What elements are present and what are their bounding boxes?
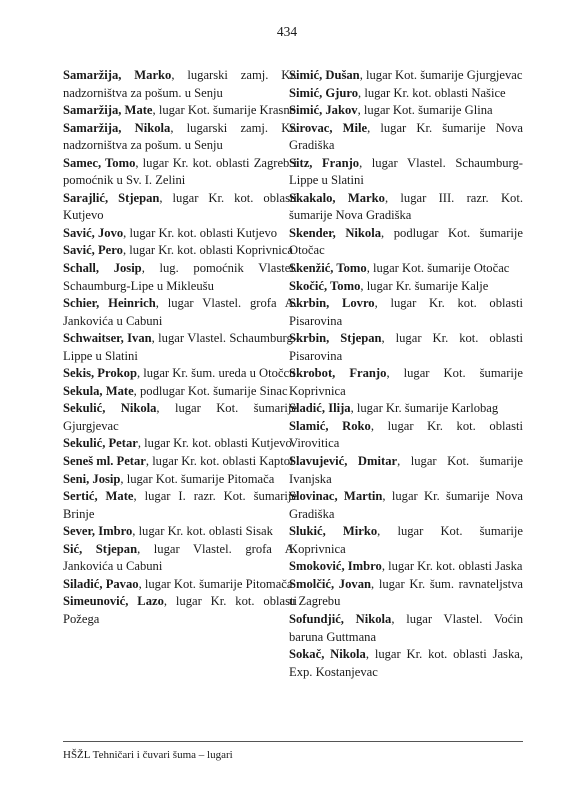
- entry-name: Sirovac, Mile: [289, 120, 368, 135]
- list-item: [289, 611, 523, 646]
- entry-text: , lugar Kr. kot. oblasti Našice: [358, 85, 506, 100]
- footer-text: HŠŽL Tehničari i čuvari šuma – lugari: [63, 749, 233, 761]
- entry-name: Seneš ml. Petar: [63, 454, 146, 469]
- list-item: [63, 400, 297, 435]
- list-item: [289, 155, 523, 190]
- list-item: [63, 120, 297, 155]
- entry-text: , lugar Kr. kot. oblasti Pisarovina: [289, 296, 523, 328]
- right-column: [289, 67, 523, 681]
- list-item: [63, 365, 297, 383]
- list-item: [63, 576, 297, 594]
- entry-text: , lugar I. razr. Kot. šumarije Brinje: [63, 489, 297, 521]
- list-item: [63, 242, 297, 260]
- list-item: [63, 295, 297, 330]
- entry-text: , lugar Kr. kot. oblasti Požega: [63, 594, 297, 626]
- entry-name: Savić, Pero: [63, 243, 123, 258]
- list-item: [63, 471, 297, 489]
- entry-text: , lugarski zamj. Kr. nadzorništva za pošum. u Senju: [63, 120, 298, 153]
- entry-name: Sokač, Nikola: [289, 647, 366, 662]
- list-item: [289, 85, 523, 103]
- entry-text: , lugar Kot. šumarije Pitomača: [120, 471, 275, 486]
- entry-text: , lugar Vlastel. Schaumburg-Lippe u Slatini: [289, 155, 523, 188]
- entry-name: Simić, Gjuro: [289, 85, 359, 100]
- entry-text: , lugar Kot. šumarije Koprivnica: [289, 366, 523, 398]
- entry-name: Smoković, Imbro: [289, 559, 382, 574]
- entry-name: Savić, Jovo: [63, 225, 124, 240]
- entry-text: , lugar Vlastel. Voćin baruna Guttmana: [289, 611, 523, 644]
- entry-name: Slamić, Roko: [289, 418, 371, 433]
- entry-name: Sofundjić, Nikola: [289, 611, 392, 626]
- list-item: [63, 593, 297, 628]
- entry-text: , lugar Kr. kot. oblasti Jaska: [381, 559, 523, 574]
- entry-name: Slukić, Mirko: [289, 524, 378, 539]
- entry-text: , lugar Kot. šumarije Krasno: [152, 103, 296, 118]
- entry-text: , lugar Vlastel. grofa A. Jankovića u Cabuni: [63, 541, 297, 574]
- list-item: [289, 576, 523, 611]
- list-item: [63, 330, 297, 365]
- entry-name: Schall, Josip: [63, 261, 142, 276]
- entry-text: , lugar Kr. kot. oblasti Sisak: [132, 524, 273, 539]
- list-item: [63, 225, 297, 243]
- list-item: [289, 190, 523, 225]
- entry-text: , lugar Kr. kot. oblasti Kaptol: [145, 454, 294, 469]
- entry-name: Skrbin, Lovro: [289, 296, 375, 311]
- entry-name: Sarajlić, Stjepan: [63, 190, 160, 205]
- entry-text: , lugar Kot. šumarije Gjurgjevac: [359, 68, 523, 82]
- entry-text: , lugar Kr. kot. oblasti Zagreb i pomoćnik u Sv. I. Zelini: [63, 155, 297, 188]
- entry-name: Slovinac, Martin: [289, 489, 383, 504]
- entry-text: , lugar Kot. šumarije Koprivnica: [289, 524, 523, 556]
- list-item: [63, 523, 297, 541]
- entry-text: , lugar Kr. kot. oblasti Kutjevo: [123, 225, 278, 240]
- entry-name: Sić, Stjepan: [63, 541, 138, 556]
- entry-text: , lugar Kot. šumarije Otočac: [366, 261, 510, 276]
- entry-name: Skrbin, Stjepan: [289, 331, 382, 346]
- entry-text: , lugar Kr. šumarije Karlobag: [350, 401, 499, 416]
- entry-name: Simić, Dušan: [289, 68, 360, 82]
- entry-text: , lugar Kr. šumarije Kalje: [360, 278, 489, 293]
- list-item: [63, 383, 297, 401]
- entry-name: Simeunović, Lazo: [63, 594, 164, 609]
- entry-text: , lugar Vlastel. grofa A. Jankovića u Cabuni: [63, 296, 297, 328]
- entry-name: Smolčić, Jovan: [289, 576, 371, 591]
- entry-name: Samaržija, Marko: [63, 68, 172, 82]
- left-column: [63, 67, 297, 629]
- entry-text: , lugar Kr. šumarije Nova Gradiška: [289, 120, 523, 153]
- entry-text: , lugar Kr. kot. oblasti Koprivnica: [122, 243, 293, 258]
- entry-name: Sekulić, Petar: [63, 436, 138, 451]
- entry-name: Siladić, Pavao: [63, 576, 139, 591]
- entry-text: , lugar Kr. šum. ureda u Otočcu: [136, 366, 296, 381]
- entry-name: Skender, Nikola: [289, 225, 382, 240]
- entry-text: , lugarski zamj. Kr. nadzorništva za pošum. u Senju: [63, 68, 297, 100]
- list-item: [289, 400, 523, 418]
- entry-name: Sever, Imbro: [63, 524, 133, 539]
- list-item: [289, 365, 523, 400]
- list-item: [289, 523, 523, 558]
- footer-divider: [63, 741, 523, 742]
- entry-text: , lugar Kr. šumarije Nova Gradiška: [289, 489, 523, 521]
- entry-name: Sladić, Ilija: [289, 401, 351, 416]
- entry-text: , lugar Kot. šumarije Glina: [357, 103, 493, 118]
- entry-name: Schier, Heinrich: [63, 296, 156, 311]
- list-item: [289, 102, 523, 120]
- entry-text: , lugar III. razr. Kot. šumarije Nova Gradiška: [289, 190, 523, 223]
- list-item: [63, 67, 297, 102]
- entry-name: Schwaitser, Ivan: [63, 331, 152, 346]
- entry-text: , lugar Kr. kot. oblasti Jaska, Exp. Kostanjevac: [289, 647, 523, 679]
- page-number: 434: [276, 24, 298, 39]
- list-item: [289, 67, 523, 85]
- list-item: [63, 155, 297, 190]
- entry-text: , lugar Kr. kot. oblasti Virovitica: [289, 418, 523, 451]
- list-item: [289, 278, 523, 296]
- entry-name: Skočić, Tomo: [289, 278, 361, 293]
- list-item: [63, 260, 297, 295]
- entry-name: Sitz, Franjo: [289, 155, 360, 170]
- entry-name: Simić, Jakov: [289, 103, 358, 118]
- list-item: [289, 295, 523, 330]
- entry-name: Sekula, Mate: [63, 383, 134, 398]
- entry-name: Skrobot, Franjo: [289, 366, 387, 381]
- entry-name: Samaržija, Nikola: [63, 120, 171, 135]
- list-item: [289, 488, 523, 523]
- list-item: [63, 541, 297, 576]
- list-item: [289, 453, 523, 488]
- entry-name: Skenžić, Tomo: [289, 261, 367, 276]
- list-item: [289, 646, 523, 681]
- entry-text: , lugar Kot. šumarije Ivanjska: [289, 454, 524, 486]
- entry-name: Sekulić, Nikola: [63, 401, 157, 416]
- list-item: [289, 330, 523, 365]
- list-item: [63, 453, 297, 471]
- entry-name: Skakalo, Marko: [289, 190, 385, 205]
- entry-name: Slavujević, Dmitar: [289, 454, 398, 469]
- entry-text: , lugar Kr. kot. oblasti Kutjevo: [63, 190, 297, 223]
- entry-name: Sertić, Mate: [63, 489, 134, 504]
- entry-name: Sekis, Prokop: [63, 366, 137, 381]
- list-item: [63, 190, 297, 225]
- list-item: [289, 418, 523, 453]
- entry-text: , lugar Kr. kot. oblasti Kutjevo: [137, 436, 292, 451]
- entry-text: , lugar Kr. kot. oblasti Pisarovina: [289, 331, 523, 363]
- list-item: [63, 435, 297, 453]
- entry-text: , podlugar Kot. šumarije Otočac: [289, 225, 524, 258]
- list-item: [289, 558, 523, 576]
- entry-name: Seni, Josip: [63, 471, 121, 486]
- list-item: [63, 488, 297, 523]
- entry-text: , podlugar Kot. šumarije Sinac: [133, 383, 288, 398]
- entry-text: , lug. pomoćnik Vlastel. Schaumburg-Lipe u Mikleušu: [63, 261, 298, 293]
- list-item: [63, 102, 297, 120]
- list-item: [289, 225, 523, 260]
- entry-text: , lugar Kr. šum. ravnateljstva u Zagrebu: [289, 576, 523, 609]
- entry-name: Samaržija, Mate: [63, 103, 153, 118]
- list-item: [289, 260, 523, 278]
- entry-text: , lugar Vlastel. Schaumburg-Lippe u Slatini: [63, 331, 298, 363]
- entry-name: Samec, Tomo: [63, 155, 136, 170]
- entry-text: , lugar Kot. šumarije Gjurgjevac: [63, 401, 297, 433]
- entry-text: , lugar Kot. šumarije Pitomača: [138, 576, 293, 591]
- list-item: [289, 120, 523, 155]
